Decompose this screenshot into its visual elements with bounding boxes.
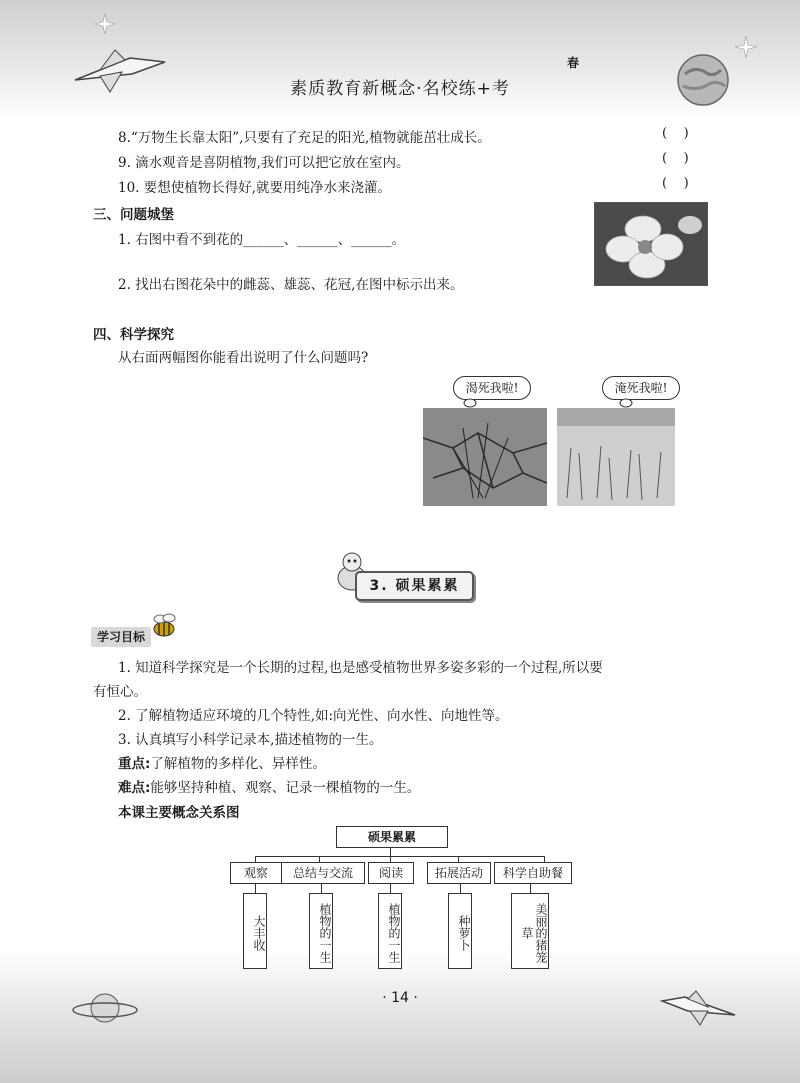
section-heading-science-inquiry: 四、科学探究 [93, 327, 174, 343]
flower-photo [594, 202, 708, 286]
answer-blank-10[interactable]: ( ) [662, 176, 689, 191]
season-tag: 春 [567, 56, 580, 70]
learning-goals-tag: 学习目标 [91, 627, 151, 647]
concept-child-summary: 总结与交流 [281, 862, 365, 884]
concept-leaf-plant-life-2: 植物的一生 [378, 893, 402, 969]
difficult-point-label: 难点: [118, 780, 151, 796]
bee-icon [149, 612, 179, 640]
judgement-item-10: 10. 要想使植物长得好,就要用纯净水来浇灌。 [118, 180, 392, 196]
concept-leaf-radish: 种萝卜 [448, 893, 472, 969]
sparkle-icon [95, 14, 115, 34]
key-point-label: 重点: [118, 756, 151, 772]
answer-blank-8[interactable]: ( ) [662, 126, 689, 141]
goal-3: 3. 认真填写小科学记录本,描述植物的一生。 [118, 732, 383, 748]
lesson-title: 3. 硕果累累 [355, 571, 474, 601]
goal-2: 2. 了解植物适应环境的几个特性,如:向光性、向水性、向地性等。 [118, 708, 509, 724]
concept-leaf-pitcher-plant: 美丽的猪笼草 [511, 893, 549, 969]
judgement-item-8: 8.“万物生长靠太阳”,只要有了充足的阳光,植物就能茁壮成长。 [118, 130, 491, 146]
dry-soil-photo [423, 408, 547, 506]
key-point-text: 了解植物的多样化、异样性。 [150, 756, 326, 772]
page-number: · 14 · [382, 990, 418, 1006]
concept-map-title: 本课主要概念关系图 [118, 805, 240, 821]
question-flower-parts: 1. 右图中看不到花的______、______、______。 [118, 232, 406, 248]
answer-blank-9[interactable]: ( ) [662, 151, 689, 166]
thought-bubble-thirsty: 渴死我啦! [453, 376, 531, 400]
concept-child-extension: 拓展活动 [427, 862, 491, 884]
concept-leaf-plant-life-1: 植物的一生 [309, 893, 333, 969]
judgement-item-9: 9. 滴水观音是喜阴植物,我们可以把它放在室内。 [118, 155, 410, 171]
difficult-point-text: 能够坚持种植、观察、记录一棵植物的一生。 [150, 780, 421, 796]
question-label-flower: 2. 找出右图花朵中的雌蕊、雄蕊、花冠,在图中标示出来。 [118, 277, 464, 293]
concept-child-buffet: 科学自助餐 [494, 862, 572, 884]
concept-child-reading: 阅读 [368, 862, 414, 884]
inquiry-question: 从右面两幅图你能看出说明了什么问题吗? [118, 350, 369, 366]
goal-1-cont: 有恒心。 [93, 684, 147, 700]
thought-bubble-drowning: 淹死我啦! [602, 376, 680, 400]
sparkle-icon [735, 36, 757, 58]
concept-child-observe: 观察 [230, 862, 282, 884]
page-header-title: 素质教育新概念·名校练+考 [290, 79, 510, 99]
flooded-field-photo [557, 408, 675, 506]
goal-1: 1. 知道科学探究是一个长期的过程,也是感受植物世界多姿多彩的一个过程,所以要 [118, 660, 603, 676]
concept-leaf-harvest: 大丰收 [243, 893, 267, 969]
section-heading-problem-castle: 三、问题城堡 [93, 207, 174, 223]
concept-root: 硕果累累 [336, 826, 448, 848]
